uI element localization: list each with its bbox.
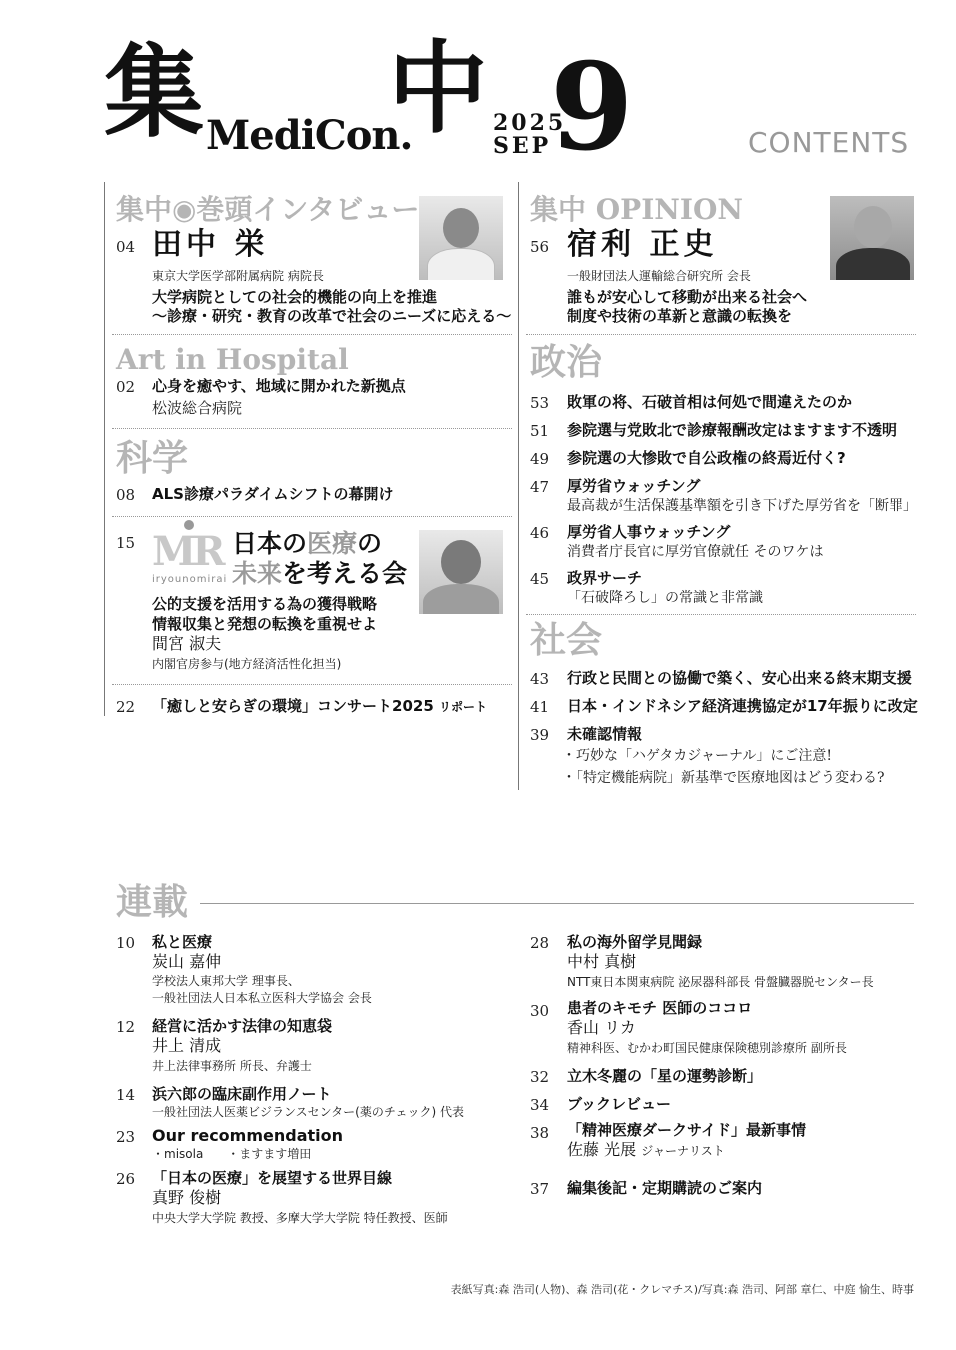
mirai-title-line1: 日本の医療の [232, 529, 383, 558]
section-opinion: 集中 OPINION [530, 193, 743, 226]
opinion-author-name: 宿利 正史 [567, 227, 718, 262]
contents-heading: CONTENTS [748, 126, 910, 159]
mirai-headline: 公的支援を活用する為の獲得戦略 [152, 595, 378, 613]
mirai-guest-affiliation: 内閣官房参与(地方経済活性化担当) [152, 657, 342, 671]
opinion-author-photo [830, 196, 914, 280]
bullet-item: ・「特定機能病院」新基準で医療地図はどう変わる? [562, 770, 885, 786]
article-title: 日本・インドネシア経済連携協定が17年振りに改定 [567, 697, 918, 715]
article-subtitle: 「石破降ろし」の常識と非常識 [567, 590, 763, 606]
serial-author: 井上 清成 [152, 1036, 222, 1055]
page-number: 32 [530, 1068, 550, 1086]
page-number: 30 [530, 1002, 550, 1020]
mirai-guest-name: 間宮 淑夫 [152, 634, 222, 653]
photo-credits: 表紙写真:森 浩司(人物)、森 浩司(花・クレマチス)/写真:森 浩司、阿部 章仁、中庭 愉生、時事 [450, 1283, 914, 1296]
serial-rule [200, 903, 914, 904]
serial-affiliation: 中央大学大学院 教授、多摩大学大学院 特任教授、医師 [152, 1211, 448, 1225]
serial-author: 佐藤 光展 ジャーナリスト [567, 1140, 725, 1159]
serial-title: 私の海外留学見聞録 [567, 933, 703, 951]
divider [112, 334, 512, 335]
page-number: 39 [530, 726, 550, 744]
page-number: 34 [530, 1096, 550, 1114]
page-number: 46 [530, 524, 550, 542]
page-number: 22 [116, 698, 136, 716]
logo-chu: 中 [388, 29, 488, 147]
interviewee-photo [419, 196, 503, 280]
mirai-title-line2: 未来を考える会 [232, 559, 408, 588]
serial-title: 編集後記・定期購読のご案内 [567, 1179, 763, 1197]
section-interview: 集中◉巻頭インタビュー [116, 193, 420, 226]
article-title: 行政と民間との協働で築く、安心出来る終末期支援 [567, 669, 912, 687]
divider [526, 614, 916, 615]
interview-subheadline: 〜診療・研究・教育の改革で社会のニーズに応える〜 [152, 307, 512, 325]
section-politics: 政治 [530, 341, 603, 383]
serial-title: 立木冬麗の「星の運勢診断」 [567, 1067, 763, 1085]
opinion-author-affiliation: 一般財団法人運輸総合研究所 会長 [567, 269, 751, 283]
page-number: 56 [530, 238, 550, 256]
issue-month: SEP [493, 133, 552, 159]
page-number: 10 [116, 934, 136, 952]
article-title: 未確認情報 [567, 725, 643, 743]
serial-title: 私と医療 [152, 933, 213, 951]
issue-number: 9 [550, 37, 634, 178]
article-subtitle: 消費者庁長官に厚労官僚就任 そのワケは [567, 544, 824, 560]
serial-title: 浜六郎の臨床副作用ノート [152, 1085, 332, 1103]
center-column-rule [518, 182, 519, 790]
serial-affiliation: 一般社団法人医薬ビジランスセンター(薬のチェック) 代表 [152, 1105, 464, 1119]
serial-affiliation: ・misola ・ますます増田 [152, 1147, 312, 1161]
serial-affiliation: 学校法人東邦大学 理事長、 [152, 974, 300, 988]
iryounomirai-logo: MR iryounomirai [152, 520, 232, 580]
serial-title: ブックレビュー [567, 1095, 671, 1113]
interview-headline: 大学病院としての社会的機能の向上を推進 [152, 288, 438, 306]
page-number: 53 [530, 394, 550, 412]
divider [526, 334, 916, 335]
article-title: ALS診療パラダイムシフトの幕開け [152, 485, 394, 503]
page-number: 49 [530, 450, 550, 468]
page-number: 43 [530, 670, 550, 688]
opinion-headline: 誰もが安心して移動が出来る社会へ [567, 288, 808, 306]
page-number: 38 [530, 1124, 550, 1142]
mirai-guest-photo [419, 530, 503, 614]
page-number: 51 [530, 422, 550, 440]
page-number: 12 [116, 1018, 136, 1036]
divider [112, 684, 512, 685]
serial-title: 患者のキモチ 医師のココロ [567, 999, 753, 1017]
serial-author: 中村 真樹 [567, 952, 637, 971]
divider [112, 516, 512, 517]
article-title: 厚労省人事ウォッチング [567, 523, 731, 541]
serial-title: 経営に活かす法律の知恵袋 [152, 1017, 333, 1035]
serial-affiliation: 精神科医、むかわ町国民健康保険穂別診療所 副所長 [567, 1041, 847, 1055]
logo-medicon: MediCon. [206, 112, 413, 159]
serial-affiliation: 一般社団法人日本私立医科大学協会 会長 [152, 991, 372, 1005]
page-number: 28 [530, 934, 550, 952]
serial-author: 真野 俊樹 [152, 1188, 222, 1207]
page-number: 04 [116, 238, 136, 256]
article-subtitle: 最高裁が生活保護基準額を引き下げた厚労省を「断罪」 [567, 498, 917, 514]
serial-title: Our recommendation [152, 1126, 344, 1145]
bullet-item: ・巧妙な「ハゲタカジャーナル」にご注意! [562, 748, 832, 764]
logo-shu: 集 [104, 33, 204, 151]
serial-affiliation: NTT東日本関東病院 泌尿器科部長 骨盤臓器脱センター長 [567, 975, 874, 989]
interviewee-affiliation: 東京大学医学部附属病院 病院長 [152, 269, 324, 283]
serial-title: 「日本の医療」を展望する世界目線 [152, 1169, 393, 1187]
page-number: 15 [116, 534, 136, 552]
interviewee-name: 田中 栄 [152, 227, 269, 262]
article-title: 「癒しと安らぎの環境」コンサート2025 リポート [152, 697, 487, 715]
section-science: 科学 [116, 437, 189, 479]
page-number: 41 [530, 698, 550, 716]
serial-author: 香山 リカ [567, 1018, 636, 1037]
article-subtitle: 松波総合病院 [152, 399, 243, 417]
article-title: 参院選与党敗北で診療報酬改定はますます不透明 [567, 421, 898, 439]
left-column-rule [104, 182, 105, 716]
page-number: 08 [116, 486, 136, 504]
page-number: 37 [530, 1180, 550, 1198]
divider [112, 428, 512, 429]
serial-title: 「精神医療ダークサイド」最新事情 [567, 1121, 806, 1139]
page-number: 45 [530, 570, 550, 588]
article-title: 心身を癒やす、地域に開かれた新拠点 [152, 377, 406, 395]
section-society: 社会 [530, 619, 603, 661]
opinion-subheadline: 制度や技術の革新と意識の転換を [567, 307, 793, 325]
serial-affiliation: 井上法律事務所 所長、弁護士 [152, 1059, 312, 1073]
section-serial: 連載 [116, 881, 189, 923]
article-title: 敗軍の将、石破首相は何処で間違えたのか [567, 393, 853, 411]
issue-year: 2025 [493, 110, 567, 136]
article-title: 厚労省ウォッチング [567, 477, 701, 495]
article-title: 参院選の大惨敗で自公政権の終焉近付く? [567, 449, 846, 467]
page-number: 23 [116, 1128, 136, 1146]
page-number: 02 [116, 378, 136, 396]
article-title: 政界サーチ [567, 569, 643, 587]
page-number: 47 [530, 478, 550, 496]
page-number: 14 [116, 1086, 136, 1104]
section-art-in-hospital: Art in Hospital [116, 343, 349, 376]
serial-author: 炭山 嘉伸 [152, 952, 222, 971]
mirai-subheadline: 情報収集と発想の転換を重視せよ [152, 615, 378, 633]
page-number: 26 [116, 1170, 136, 1188]
